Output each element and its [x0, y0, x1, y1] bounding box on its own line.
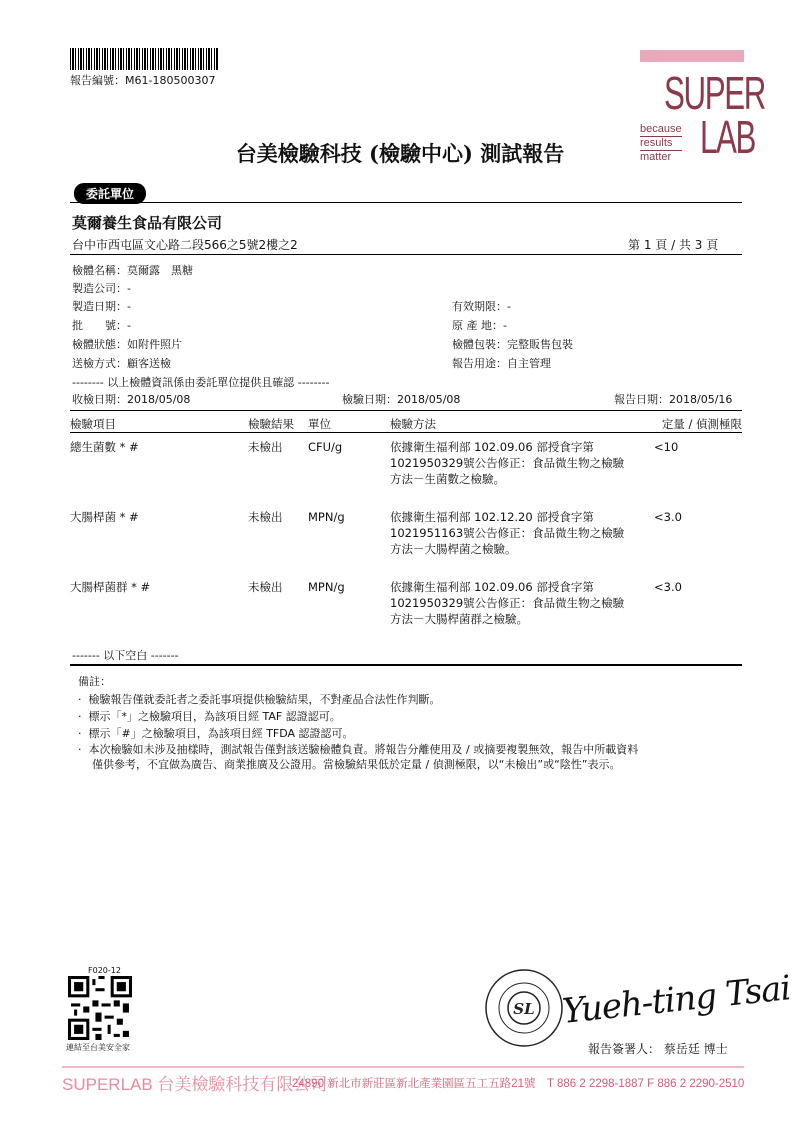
footer-divider	[62, 1066, 744, 1068]
sample-purpose: 報告用途：自主管理	[452, 357, 551, 370]
row-unit: MPN/g	[308, 580, 345, 594]
company-name: 莫爾養生食品有限公司	[72, 214, 223, 232]
received-date: 收檢日期：2018/05/08	[72, 393, 191, 406]
method-line: 1021951163號公告修正：食品微生物之檢驗	[390, 526, 625, 540]
blank-note: ------- 以下空白 -------	[72, 649, 179, 662]
table-header-row	[70, 416, 742, 433]
method-line: 方法－大腸桿菌之檢驗。	[390, 542, 517, 556]
row-unit: MPN/g	[308, 510, 345, 524]
sample-packaging: 檢體包裝：完整販售包裝	[452, 338, 573, 351]
client-badge: 委託單位	[74, 183, 146, 204]
divider	[70, 254, 742, 255]
sample-manufacturer: 製造公司：-	[72, 282, 131, 295]
row-unit: CFU/g	[308, 440, 343, 454]
method-line: 方法－大腸桿菌群之檢驗。	[390, 612, 528, 626]
page-info: 第 1 頁 / 共 3 頁	[628, 238, 719, 252]
note-text: 標示「*」之檢驗項目，為該項目經 TAF 認證認可。	[88, 710, 341, 723]
header-result: 檢驗結果	[248, 417, 294, 431]
method-line: 依據衛生福利部 102.09.06 部授食字第	[390, 580, 594, 594]
table-row	[70, 579, 742, 627]
note-text: 檢驗報告僅就委託者之委託事項提供檢驗結果，不對產品合法性作判斷。	[88, 693, 441, 706]
signer: 報告簽署人： 蔡岳廷 博士	[588, 1042, 728, 1056]
note-item: · 檢驗報告僅就委託者之委託事項提供檢驗結果，不對產品合法性作判斷。	[78, 693, 441, 706]
report-title: 台美檢驗科技 (檢驗中心) 測試報告	[235, 141, 565, 166]
logo-tag-1: because	[640, 123, 682, 135]
row-method	[390, 579, 648, 627]
footer-company: SUPERLAB 台美檢驗科技有限公司	[62, 1075, 328, 1094]
row-limit: <10	[654, 440, 679, 454]
qr-code[interactable]	[68, 976, 132, 1040]
row-item: 總生菌數 * #	[70, 440, 139, 454]
method-line: 依據衛生福利部 102.12.20 部授食字第	[390, 510, 594, 524]
logo-tag-3: matter	[640, 151, 672, 163]
report-date: 報告日期：2018/05/16	[614, 393, 733, 406]
qr-code-label: F020-12	[88, 966, 121, 975]
note-text: 標示「#」之檢驗項目，為該項目經 TFDA 認證認可。	[88, 727, 354, 740]
header-item: 檢驗項目	[70, 417, 116, 431]
row-result: 未檢出	[248, 440, 283, 454]
sample-mfg-date: 製造日期：-	[72, 300, 131, 313]
signature: Yueh-ting Tsai	[560, 968, 793, 1032]
confirm-note: -------- 以上檢體資訊係由委託單位提供且確認 --------	[72, 376, 330, 389]
note-item: · 本次檢驗如未涉及抽樣時，測試報告僅對該送驗檢體負責。將報告分離使用及 / 或摘要複製無效，報告中所載資料	[78, 743, 639, 756]
method-line: 依據衛生福利部 102.09.06 部授食字第	[390, 440, 594, 454]
row-result: 未檢出	[248, 580, 283, 594]
results-table	[70, 416, 742, 627]
row-item: 大腸桿菌群 * #	[70, 580, 151, 594]
sample-expiry: 有效期限：-	[452, 300, 511, 313]
note-item: 僅供參考，不宜做為廣告、商業推廣及公證用。當檢驗結果低於定量 / 偵測極限，以“未檢出”或“陰性”表示。	[92, 758, 621, 771]
header-unit: 單位	[308, 417, 331, 431]
sample-name: 檢體名稱：莫爾露 黑糖	[72, 264, 193, 277]
method-line: 1021950329號公告修正：食品微生物之檢驗	[390, 456, 625, 470]
divider	[70, 202, 742, 203]
lab-stamp	[484, 968, 564, 1048]
note-item: · 標示「#」之檢驗項目，為該項目經 TFDA 認證認可。	[78, 727, 354, 740]
row-method	[390, 439, 648, 487]
method-line: 方法－生菌數之檢驗。	[390, 472, 505, 486]
divider	[70, 664, 742, 666]
company-address: 台中市西屯區文心路二段566之5號2樓之2	[72, 238, 298, 252]
header-method: 檢驗方法	[390, 417, 436, 431]
row-limit: <3.0	[654, 510, 682, 524]
note-item: · 標示「*」之檢驗項目，為該項目經 TAF 認證認可。	[78, 710, 341, 723]
row-method	[390, 509, 648, 557]
logo-super: SUPER	[664, 67, 765, 119]
method-line: 1021950329號公告修正：食品微生物之檢驗	[390, 596, 625, 610]
logo-pink-bar	[640, 50, 744, 62]
notes-title: 備註：	[78, 675, 111, 688]
barcode	[70, 48, 218, 70]
row-result: 未檢出	[248, 510, 283, 524]
row-limit: <3.0	[654, 580, 682, 594]
header-limit: 定量 / 偵測極限	[661, 417, 742, 431]
row-item: 大腸桿菌 * #	[70, 510, 139, 524]
table-row	[70, 439, 742, 487]
stamp-text: SL	[513, 1000, 535, 1018]
sample-delivery: 送檢方式：顧客送檢	[72, 357, 171, 370]
sample-state: 檢體狀態：如附件照片	[72, 338, 182, 351]
logo-tag-2: results	[640, 137, 682, 151]
note-text: 本次檢驗如未涉及抽樣時，測試報告僅對該送驗檢體負責。將報告分離使用及 / 或摘要複製無效，報告中所載資料	[88, 743, 639, 756]
qr-caption: 連結至台美安全家	[66, 1043, 130, 1052]
table-row	[70, 509, 742, 557]
logo-lab: LAB	[700, 111, 756, 163]
test-date: 檢驗日期：2018/05/08	[342, 393, 461, 406]
divider	[70, 410, 742, 411]
footer-address: 24890 新北市新莊區新北產業園區五工五路21號 T 886 2 2298-1887 F 886 2 2290-2510	[292, 1078, 745, 1090]
sample-batch: 批 號：-	[72, 319, 131, 332]
report-number: 報告編號：M61-180500307	[70, 74, 216, 87]
sample-origin: 原 產 地：-	[452, 319, 507, 332]
